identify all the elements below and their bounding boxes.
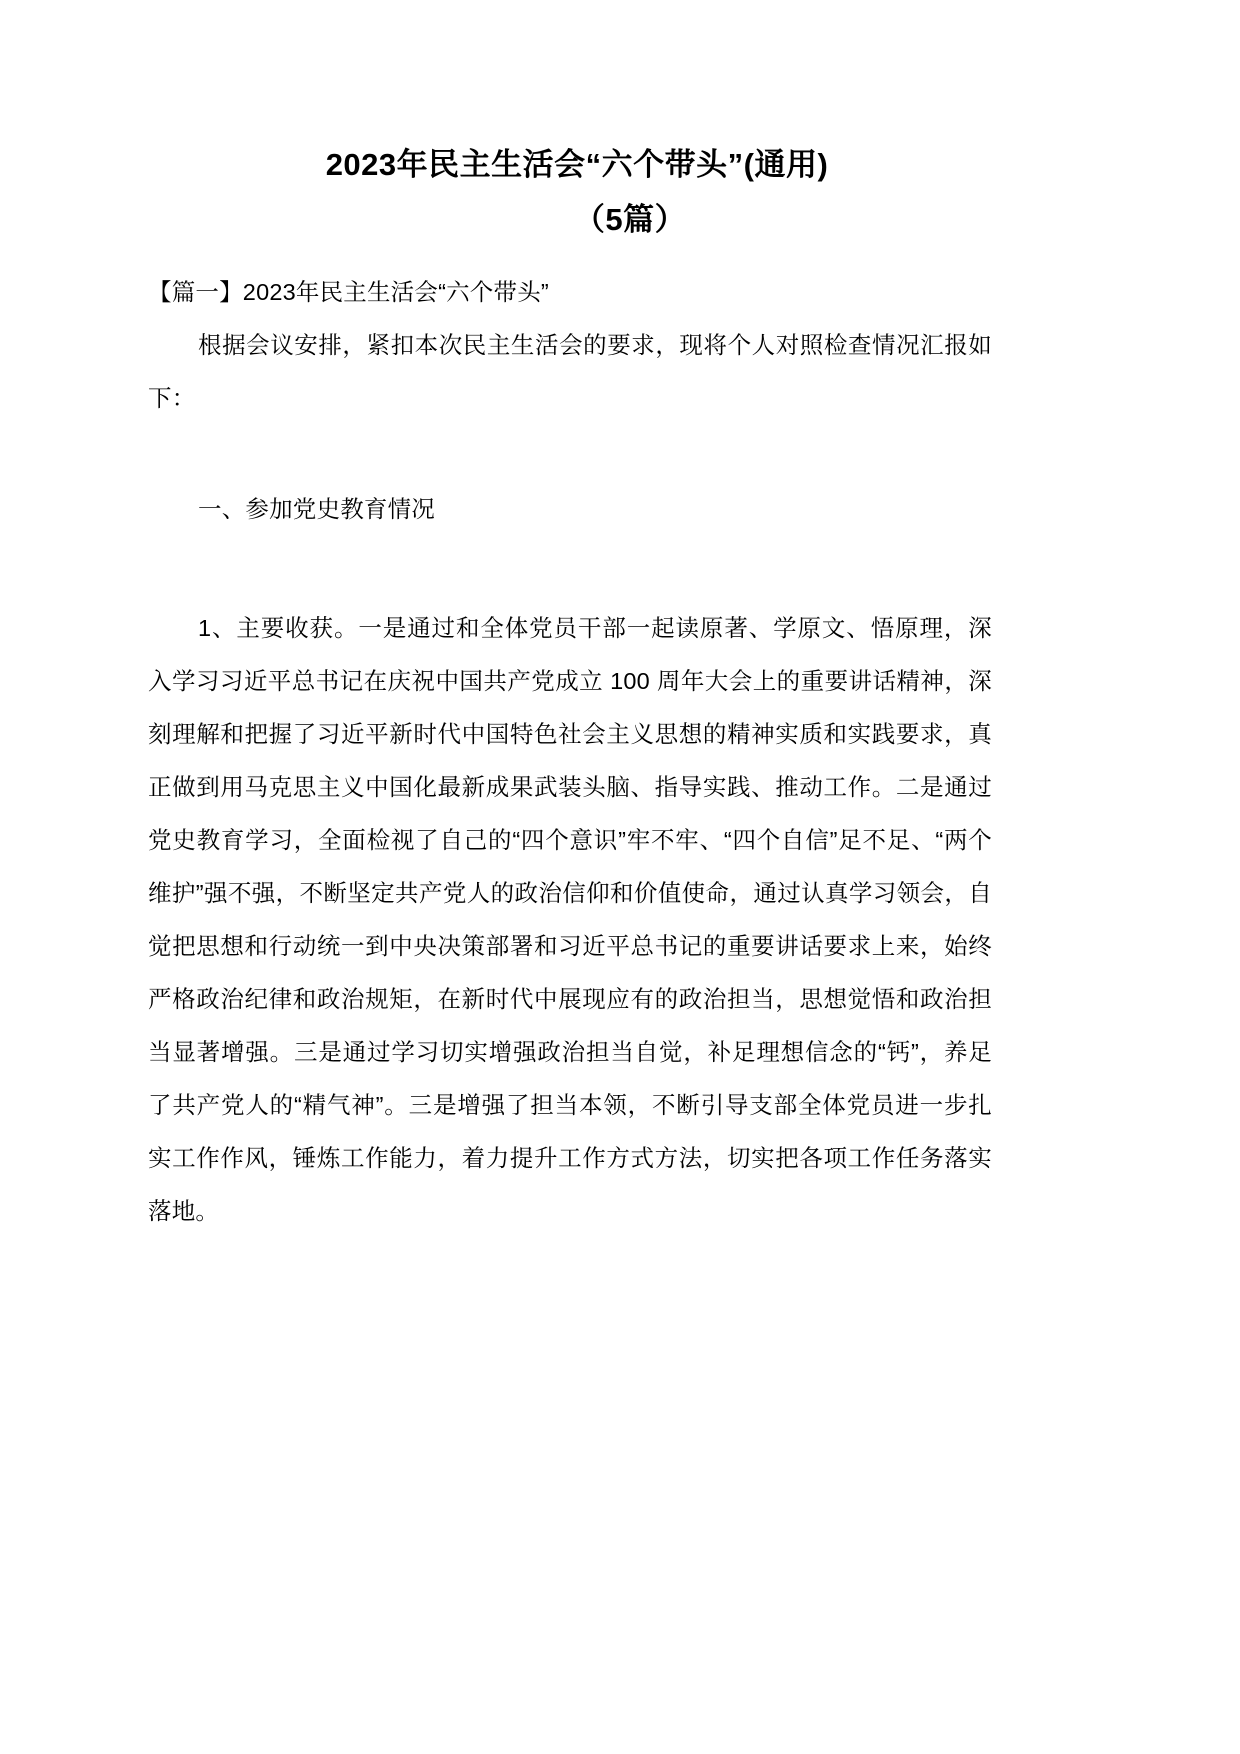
document-content — [148, 0, 992, 1238]
intro-paragraph: 根据会议安排，紧扣本次民主生活会的要求，现将个人对照检查情况汇报如下： — [148, 331, 992, 411]
spacer-before-heading — [148, 425, 992, 483]
spacer-after-title — [148, 242, 992, 266]
page-title-line-2: （5篇） — [573, 201, 687, 237]
page-title-line-1: 2023年民主生活会“六个带头”(通用) — [325, 147, 829, 182]
spacer-after-heading — [148, 536, 992, 602]
section-label: 【篇一】2023年民主生活会“六个带头” — [148, 278, 549, 305]
page-title — [148, 0, 992, 242]
heading-section-1: 一、参加党史教育情况 — [198, 495, 435, 522]
body-paragraph-1: 1、主要收获。一是通过和全体党员干部一起读原著、学原文、悟原理，深入学习习近平总书记在庆祝中国共产党成立 100 周年大会上的重要讲话精神，深刻理解和把握了习近平新时代中国特色社会主义思想的精神实质和实践要求，真正做到用马克思主义中国化最新成果武装头脑、指导实践、推动工作。二是通过党史教育学习，全面检视了自己的“四个意识”牢不牢、“四个自信”足不足、“两个维护”强不强，不断坚定共产党人的政治信仰和价值使命，通过认真学习领会，自觉把思想和行动统一到中央决策部署和习近平总书记的重要讲话要求上来，始终严格政治纪律和政治规矩，在新时代中展现应有的政治担当，思想觉悟和政治担当显著增强。三是通过学习切实增强政治担当自觉，补足理想信念的“钙”，养足了共产党人的“精气神”。三是增强了担当本领，不断引导支部全体党员进一步扎实工作作风，锤炼工作能力，着力提升工作方式方法，切实把各项工作任务落实落地。 — [148, 614, 992, 1224]
